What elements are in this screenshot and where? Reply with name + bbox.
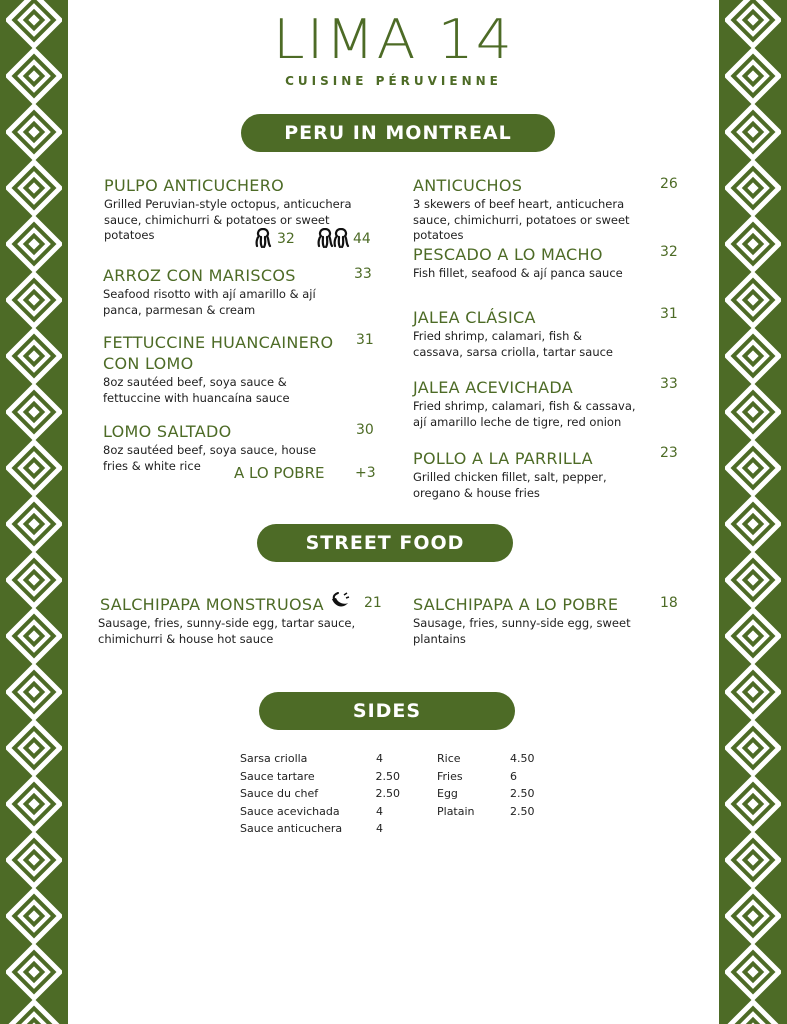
side-price: 2.50 <box>375 787 400 800</box>
item-price: 31 <box>660 306 678 322</box>
item-price: 33 <box>354 266 372 282</box>
item-name: ARROZ CON MARISCOS <box>103 266 296 285</box>
item-desc: Fried shrimp, calamari, fish & cassava, sarsa criolla, tartar sauce <box>413 329 614 359</box>
sides-list-right <box>437 750 557 820</box>
menu-item-fettuccine <box>103 332 343 406</box>
side-name: Platain <box>437 804 475 818</box>
item-price: 33 <box>660 376 678 392</box>
list-item <box>437 768 557 786</box>
item-desc: 8oz sautéed beef, soya sauce & fettuccine with huancaína sauce <box>103 375 290 405</box>
item-name: PULPO ANTICUCHERO <box>104 176 285 195</box>
menu-item-pollo <box>413 449 653 501</box>
item-desc: Grilled Peruvian-style octopus, anticuchera sauce, chimichurri & potatoes or sweet potatoes <box>104 197 352 242</box>
item-desc: Fish fillet, seafood & ají panca sauce <box>413 266 623 280</box>
side-price: 2.50 <box>510 787 535 800</box>
side-name: Egg <box>437 787 458 800</box>
item-name: PESCADO A LO MACHO <box>413 245 603 264</box>
octopus-icon <box>254 228 272 248</box>
item-price: 21 <box>364 595 382 611</box>
menu-item-jalea <box>413 308 653 360</box>
item-desc: Fried shrimp, calamari, fish & cassava, ají amarillo leche de tigre, red onion <box>413 399 636 429</box>
list-item <box>240 750 400 768</box>
menu-item-salchipapa-pobre <box>413 595 643 647</box>
menu-item-salchipapa-monstruosa <box>98 595 360 647</box>
item-name: JALEA CLÁSICA <box>413 308 536 327</box>
price-two-octopus: 44 <box>353 231 371 247</box>
diamond-pattern-icon <box>6 0 62 1024</box>
price-one-octopus: 32 <box>277 231 295 247</box>
item-extra-price: +3 <box>355 465 376 481</box>
item-price: 18 <box>660 595 678 611</box>
right-border-pattern <box>719 0 787 1024</box>
item-desc: Seafood risotto with ají amarillo & ají panca, parmesan & cream <box>103 287 316 317</box>
side-price: 2.50 <box>375 769 400 783</box>
section-sides: SIDES <box>259 692 515 730</box>
item-desc: Grilled chicken fillet, salt, pepper, oregano & house fries <box>413 470 607 500</box>
side-price: 4 <box>376 822 383 835</box>
side-name: Fries <box>437 769 463 783</box>
side-price: 4 <box>376 804 383 818</box>
octopus-icon <box>316 228 350 248</box>
menu-item-arroz <box>103 266 353 318</box>
list-item <box>240 785 400 803</box>
left-border-pattern <box>0 0 68 1024</box>
side-name: Sarsa criolla <box>240 752 308 765</box>
list-item <box>437 750 557 768</box>
item-extra-name: A LO POBRE <box>234 464 325 482</box>
side-name: Sauce anticuchera <box>240 822 343 835</box>
item-price: 23 <box>660 445 678 461</box>
item-desc: Sausage, fries, sunny-side egg, sweet plantains <box>413 616 631 646</box>
item-name: SALCHIPAPA MONSTRUOSA <box>100 595 324 614</box>
item-price: 31 <box>356 332 374 348</box>
side-name: Rice <box>437 752 461 765</box>
menu-item-anticuchos <box>413 176 663 244</box>
side-price: 4 <box>376 752 383 765</box>
logo <box>0 10 787 88</box>
sides-list-left <box>240 750 400 838</box>
section-street-food: STREET FOOD <box>257 524 513 562</box>
item-name: FETTUCCINE HUANCAINERO CON LOMO <box>103 333 334 373</box>
item-name: SALCHIPAPA A LO POBRE <box>413 595 619 614</box>
menu-item-jalea-acevichada <box>413 378 653 430</box>
item-name: LOMO SALTADO <box>103 422 232 441</box>
list-item <box>437 803 557 821</box>
side-name: Sauce acevichada <box>240 804 340 818</box>
side-name: Sauce tartare <box>240 769 315 783</box>
brand-title: LIMA 14 <box>273 8 514 71</box>
chili-pepper-icon <box>328 591 350 611</box>
side-price: 6 <box>510 769 517 783</box>
diamond-pattern-icon <box>725 0 781 1024</box>
section-peru-in-montreal: PERU IN MONTREAL <box>241 114 555 152</box>
list-item <box>437 785 557 803</box>
item-desc: Sausage, fries, sunny-side egg, tartar sauce, chimichurri & house hot sauce <box>98 616 356 646</box>
brand-subtitle: CUISINE PÉRUVIENNE <box>285 74 502 88</box>
item-price: 30 <box>356 422 374 438</box>
item-name: POLLO A LA PARRILLA <box>413 449 593 468</box>
list-item <box>240 768 400 786</box>
item-desc: 3 skewers of beef heart, anticuchera sauce, chimichurri, potatoes or sweet potatoes <box>413 197 630 242</box>
item-name: JALEA ACEVICHADA <box>413 378 573 397</box>
list-item <box>240 803 400 821</box>
item-name: ANTICUCHOS <box>413 176 523 195</box>
side-price: 4.50 <box>510 752 535 765</box>
item-desc: 8oz sautéed beef, soya sauce, house fries & white rice <box>103 443 317 473</box>
item-price: 32 <box>660 244 678 260</box>
side-name: Sauce du chef <box>240 787 319 800</box>
list-item <box>240 820 400 838</box>
side-price: 2.50 <box>510 804 535 818</box>
menu-item-pescado <box>413 245 653 282</box>
item-price: 26 <box>660 176 678 192</box>
